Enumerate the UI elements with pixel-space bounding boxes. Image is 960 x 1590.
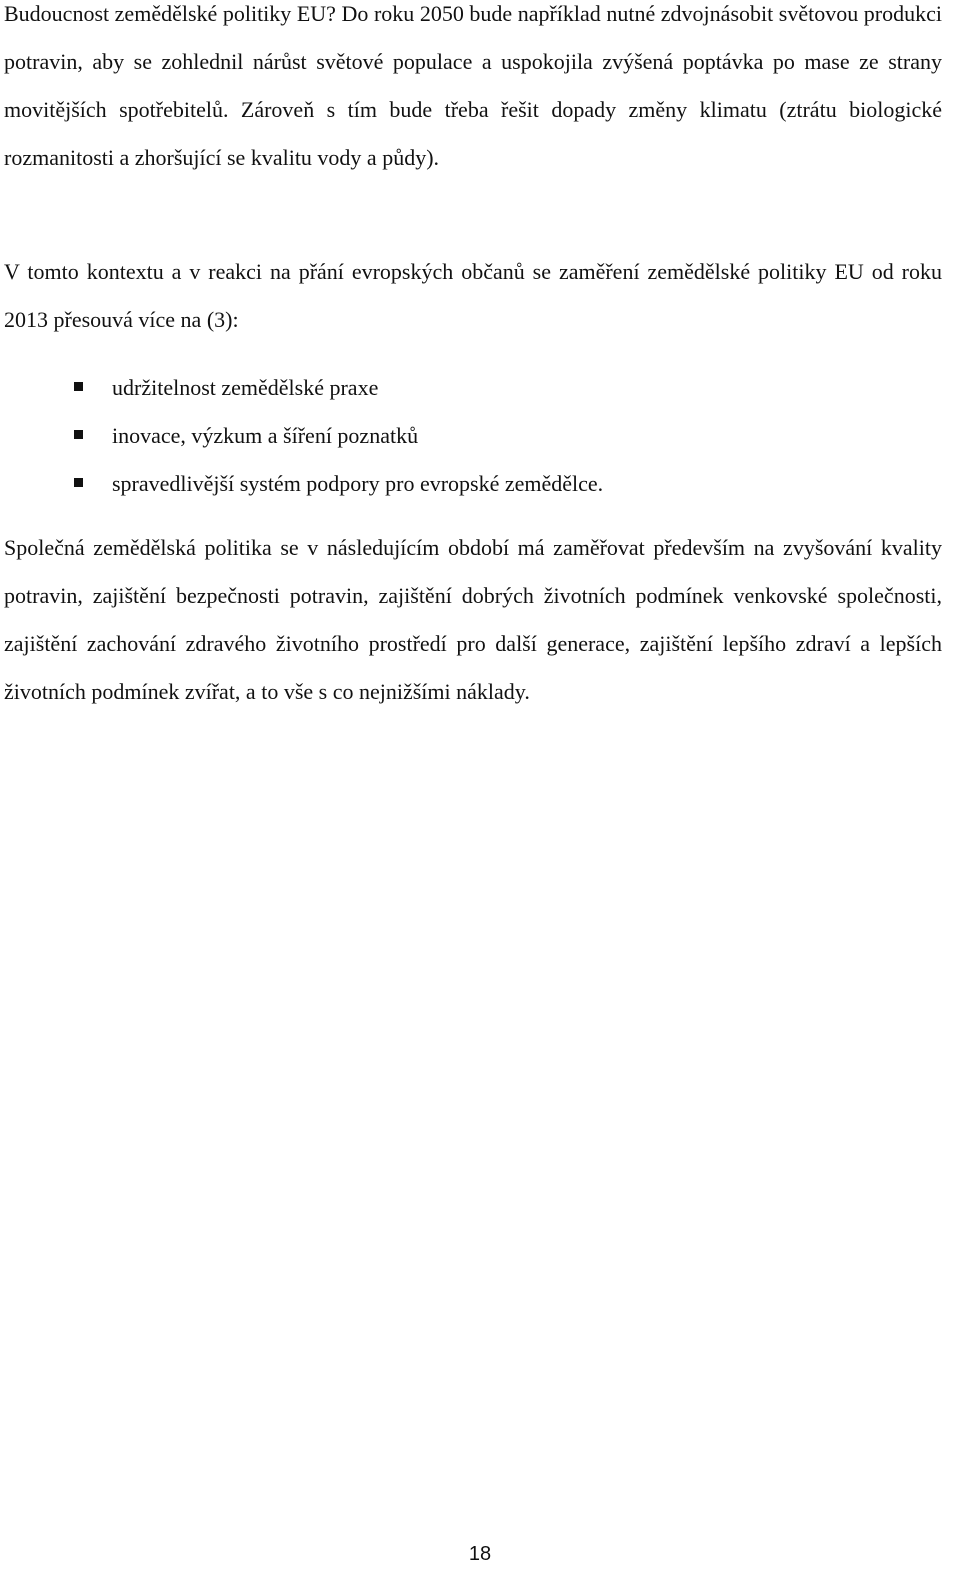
square-bullet-icon	[74, 382, 83, 391]
page-number: 18	[468, 1543, 492, 1565]
list-item-text: inovace, výzkum a šíření poznatků	[112, 423, 419, 448]
paragraph-agri-policy-future: Budoucnost zemědělské politiky EU? Do roku 2050 bude například nutné zdvojnásobit světovou produkci potravin, aby se zohlednil nárůst světové populace a uspokojila zvýšená poptávka po mase ze strany movitějších spotřebitelů. Zároveň s tím bude třeba řešit dopady změny klimatu (ztrátu biologické rozmanitosti a zhoršující se kvalitu vody a půdy).	[4, 1, 942, 170]
list-item	[4, 412, 942, 460]
list-item-text: spravedlivější systém podpory pro evropské zemědělce.	[112, 471, 604, 496]
square-bullet-icon	[74, 478, 83, 487]
list-item	[4, 460, 942, 508]
list-item	[4, 364, 942, 412]
bullet-list	[4, 364, 942, 508]
square-bullet-icon	[74, 430, 83, 439]
list-item-text: udržitelnost zemědělské praxe	[112, 375, 379, 400]
paragraph-policy-focus-intro: V tomto kontextu a v reakci na přání evropských občanů se zaměření zemědělské politiky EU od roku 2013 přesouvá více na (3):	[4, 259, 942, 332]
paragraph-cap-priorities: Společná zemědělská politika se v následujícím období má zaměřovat především na zvyšování kvality potravin, zajištění bezpečnosti potravin, zajištění dobrých životních podmínek venkovské společnosti, zajištění zachování zdravého životního prostředí pro další generace, zajištění lepšího zdraví a lepších životních podmínek zvířat, a to vše s co nejnižšími náklady.	[4, 535, 942, 704]
